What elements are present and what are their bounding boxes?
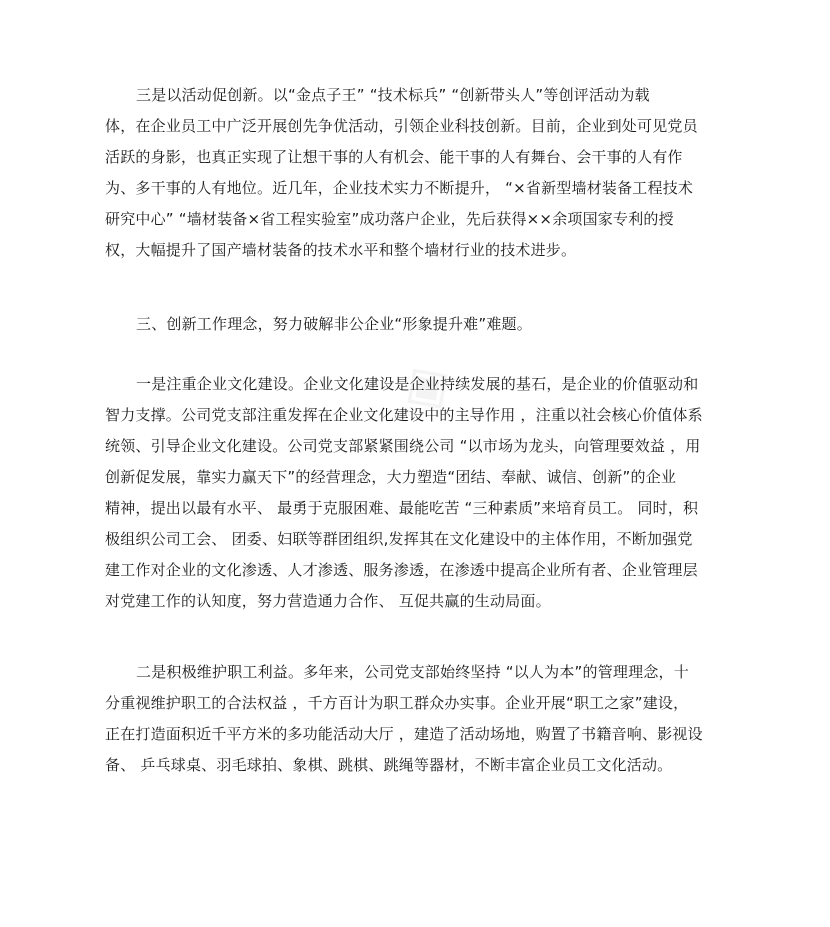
text-line: 三是以活动促创新。以“金点子王” “技术标兵” “创新带头人”等创评活动为载 [136, 86, 650, 104]
text-line: 建工作对企业的文化渗透、人才渗透、服务渗透，在渗透中提高企业所有者、企业管理层 [105, 561, 698, 579]
text-line: 备、 乒乓球桌、羽毛球拍、象棋、跳棋、跳绳等器材，不断丰富企业员工文化活动。 [105, 756, 673, 774]
text-line: 权，大幅提升了国产墙材装备的技术水平和整个墙材行业的技术进步。 [105, 241, 577, 259]
text-line: 体，在企业员工中广泛开展创先争优活动，引领企业科技创新。目前，企业到处可见党员 [105, 117, 698, 135]
text-line: 分重视维护职工的合法权益 ，千方百计为职工群众办实事。企业开展“职工之家”建设， [105, 694, 689, 712]
paragraph-corporate-culture [105, 369, 745, 617]
text-line: 对党建工作的认知度，努力营造通力合作、 互促共赢的生动局面。 [105, 592, 551, 610]
text-line: 精神，提出以最有水平、 最勇于克服困难、最能吃苦 “三种素质”来培育员工。 同时，积 [105, 499, 699, 517]
paragraph-innovation-activities [105, 80, 745, 266]
text-line: 二是积极维护职工利益。多年来，公司党支部始终坚持 “以人为本”的管理理念，十 [136, 663, 689, 681]
text-line: 极组织公司工会、 团委、妇联等群团组织,发挥其在文化建设中的主体作用，不断加强党 [105, 530, 693, 548]
text-line: 研究中心” “墙材装备×省工程实验室”成功落户企业，先后获得××余项国家专利的授 [105, 210, 674, 228]
text-line: 活跃的身影，也真正实现了让想干事的人有机会、能干事的人有舞台、会干事的人有作 [105, 148, 683, 166]
section-heading [105, 309, 745, 340]
heading-line: 三、创新工作理念，努力破解非公企业“形象提升难”难题。 [136, 315, 532, 333]
text-line: 统领、引导企业文化建设。公司党支部紧紧围绕公司 “以市场为龙头，向管理要效益 ，用 [105, 437, 701, 455]
text-line: 智力支撑。公司党支部注重发挥在企业文化建设中的主导作用 ，注重以社会核心价值体系 [105, 406, 703, 424]
text-line: 为、多干事的人有地位。近几年，企业技术实力不断提升， “×省新型墙材装备工程技术 [105, 179, 694, 197]
text-line: 正在打造面积近千平方米的多功能活动大厅 ，建造了活动场地，购置了书籍音响、影视设 [105, 725, 703, 743]
text-line: 创新促发展，靠实力赢天下”的经营理念，大力塑造“团结、奉献、诚信、创新”的企业 [105, 468, 677, 486]
watermark-logo: ◈ [383, 340, 467, 430]
paragraph-employee-interests [105, 657, 745, 781]
text-line: 一是注重企业文化建设。企业文化建设是企业持续发展的基石，是企业的价值驱动和 [136, 375, 699, 393]
